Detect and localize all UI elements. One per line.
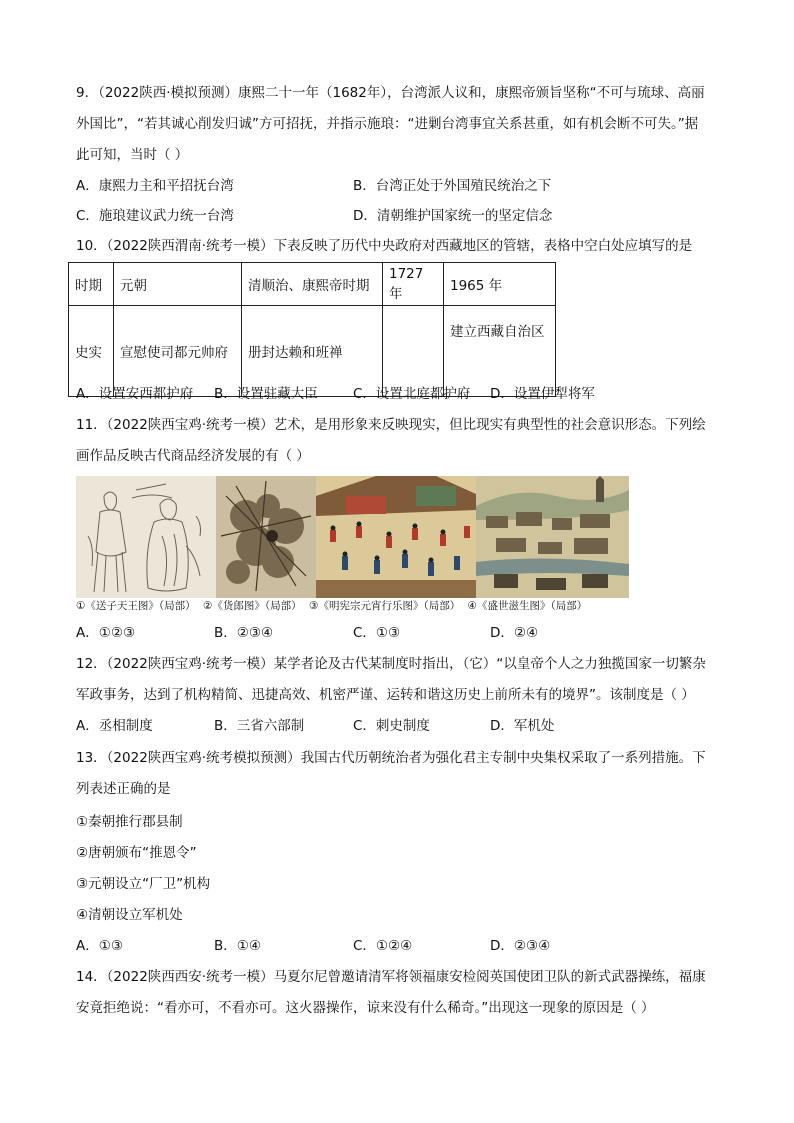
q13-item-3: ③元朝设立“厂卫”机构 [76, 876, 211, 892]
table-cell: 建立西藏自治区 [444, 306, 556, 397]
q13-item-2: ②唐朝颁布“推恩令” [76, 845, 197, 861]
q11-captions [76, 598, 636, 614]
table-cell: 清顺治、康熙帝时期 [242, 263, 383, 306]
q12-line2: 军政事务，达到了机构精简、迅捷高效、机密严谨、运转和谐这历史上前所未有的境界”。该制度是（ ） [76, 687, 695, 703]
q9-option-d[interactable]: D．清朝维护国家统一的坚定信念 [353, 208, 553, 224]
caption-1: ①《送子天王图》（局部） [76, 600, 196, 612]
caption-3: ③《明宪宗元宵行乐图》（局部） [309, 600, 461, 612]
q11-line1: 11．（2022陕西宝鸡·统考一模）艺术，是用形象来反映现实，但比现实有典型性的社会意识形态。下列绘 [76, 417, 706, 433]
q14-line2: 安竟拒绝说：“看亦可，不看亦可。这火器操作，谅来没有什么稀奇。”出现这一现象的原因是（ ） [76, 1000, 655, 1016]
q9-line2: 外国比”，“若其诚心削发归诚”方可招抚，并指示施琅：“进剿台湾事宜关系甚重，如有机会断不可失。”据 [76, 116, 699, 132]
q13-line2: 列表述正确的是 [76, 781, 171, 797]
caption-4: ④《盛世滋生图》（局部） [467, 600, 588, 612]
q10-option-c[interactable]: C．设置北庭都护府 [353, 386, 471, 402]
q11-paintings [76, 476, 629, 598]
table-cell: 1965 年 [444, 263, 556, 306]
q13-option-a[interactable]: A．①③ [76, 938, 123, 954]
q13-line1: 13．（2022陕西宝鸡·统考模拟预测）我国古代历朝统治者为强化君主专制中央集权采取了一系列措施。下 [76, 750, 706, 766]
painting-shengshi-zisheng [476, 476, 629, 598]
table-row [69, 263, 556, 306]
table-cell: 时期 [69, 263, 114, 306]
q11-option-d[interactable]: D．②④ [490, 625, 539, 641]
q13-option-d[interactable]: D．②③④ [490, 938, 551, 954]
q9-option-a[interactable]: A．康熙力主和平招抚台湾 [76, 178, 234, 194]
q10-table [68, 262, 556, 397]
q9-line3: 此可知，当时（ ） [76, 147, 189, 163]
painting-songzi-tianwang [76, 476, 216, 598]
table-cell: 1727 年 [383, 263, 444, 306]
q10-option-b[interactable]: B．设置驻藏大臣 [214, 386, 318, 402]
q10-option-a[interactable]: A．设置安西都护府 [76, 386, 194, 402]
q11-option-a[interactable]: A．①②③ [76, 625, 136, 641]
q13-option-c[interactable]: C．①②④ [353, 938, 413, 954]
q9-option-b[interactable]: B．台湾正处于外国殖民统治之下 [353, 178, 552, 194]
q11-option-b[interactable]: B．②③④ [214, 625, 274, 641]
table-cell: 元朝 [114, 263, 242, 306]
painting-huolang [216, 476, 316, 598]
q9-option-c[interactable]: C．施琅建议武力统一台湾 [76, 208, 234, 224]
q12-option-b[interactable]: B．三省六部制 [214, 718, 305, 734]
table-cell-blank [383, 306, 444, 397]
q9-line1: 9．（2022陕西·模拟预测）康熙二十一年（1682年），台湾派人议和，康熙帝颁旨坚称“不可与琉球、高丽 [76, 85, 705, 101]
q10-option-d[interactable]: D．设置伊犁将军 [490, 386, 595, 402]
q13-item-4: ④清朝设立军机处 [76, 907, 183, 923]
q11-line2: 画作品反映古代商品经济发展的有（ ） [76, 448, 310, 464]
q12-option-a[interactable]: A．丞相制度 [76, 718, 153, 734]
table-cell: 史实 [69, 306, 114, 397]
q13-item-1: ①秦朝推行郡县制 [76, 814, 183, 830]
q14-line1: 14．（2022陕西西安·统考一模）马夏尔尼曾邀请清军将领福康安检阅英国使团卫队的新式武器操练，福康 [76, 969, 706, 985]
q11-option-c[interactable]: C．①③ [353, 625, 401, 641]
q13-option-b[interactable]: B．①④ [214, 938, 261, 954]
q12-option-c[interactable]: C．刺史制度 [353, 718, 430, 734]
caption-2: ②《货郎图》（局部） [203, 600, 302, 612]
table-row [69, 306, 556, 397]
table-cell: 宣慰使司都元帅府 [114, 306, 242, 397]
table-cell: 册封达赖和班禅 [242, 306, 383, 397]
q12-line1: 12．（2022陕西宝鸡·统考一模）某学者论及古代某制度时指出，（它）“以皇帝个人之力独揽国家一切繁杂 [76, 656, 706, 672]
q12-option-d[interactable]: D．军机处 [490, 718, 555, 734]
painting-yuanxiao-xingle [316, 476, 476, 598]
q10-line1: 10．（2022陕西渭南·统考一模）下表反映了历代中央政府对西藏地区的管辖，表格中空白处应填写的是 [76, 238, 693, 254]
